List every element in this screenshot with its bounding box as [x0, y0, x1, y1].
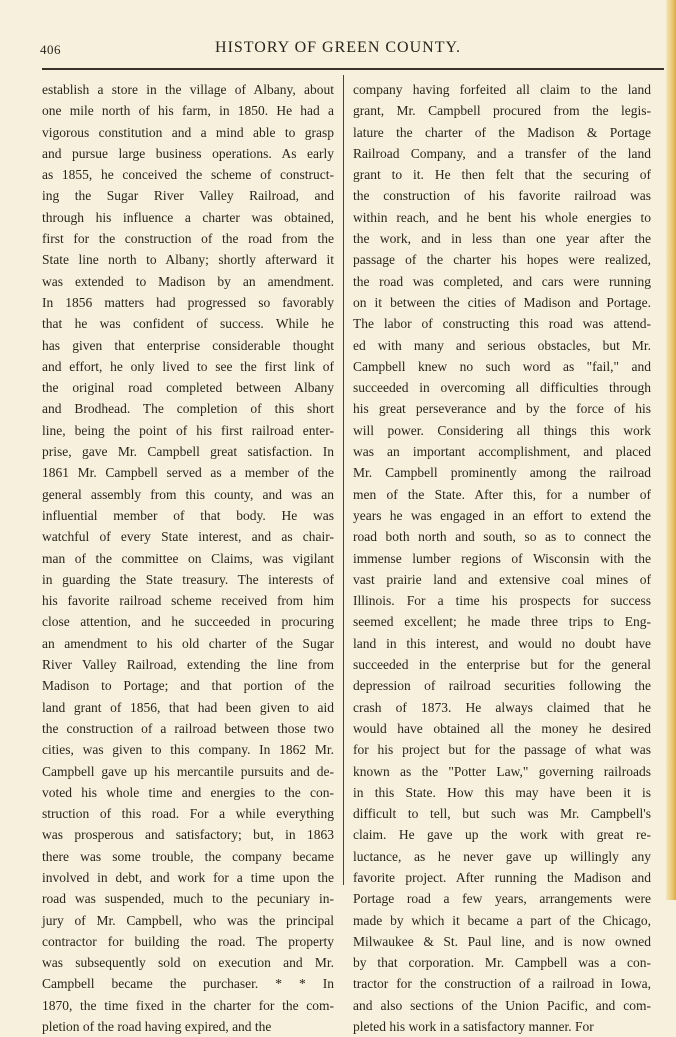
left-column	[42, 79, 334, 1037]
text-line: in this State. How this may have been it is	[353, 784, 651, 800]
text-line: Milwaukee & St. Paul line, and is now owned	[353, 933, 651, 949]
text-line: years he was engaged in an effort to extend the	[353, 507, 651, 523]
text-line: man of the committee on Claims, was vigilant	[42, 550, 334, 566]
text-line: In 1856 matters had progressed so favorably	[42, 294, 334, 310]
text-line: tractor for the construction of a railroad in Iowa,	[353, 976, 651, 992]
text-line: succeeded in the enterprise but for the general	[353, 657, 651, 673]
text-line: 1861 Mr. Campbell served as a member of the	[42, 465, 334, 481]
text-line: and pursue large business operations. As early	[42, 145, 334, 161]
text-line: the construction of a railroad between those two	[42, 720, 334, 736]
text-line: Madison to Portage; and that portion of the	[42, 678, 334, 694]
text-line: his great perseverance and by the force of his	[353, 401, 651, 417]
text-line: watchful of every State interest, and as chair-	[42, 529, 334, 545]
text-line: in guarding the State treasury. The interests of	[42, 571, 334, 587]
text-line: difficult to tell, but such was Mr. Campbell's	[353, 806, 651, 822]
text-line: 1870, the time fixed in the charter for the com-	[42, 997, 334, 1013]
text-line: road both north and south, so as to connect the	[353, 529, 651, 545]
text-line: first for the construction of the road from the	[42, 231, 334, 247]
text-line: and Brodhead. The completion of this short	[42, 401, 334, 417]
text-line: the work, and in less than one year after the	[353, 231, 651, 247]
text-line: known as the "Potter Law," governing railroads	[353, 763, 651, 779]
text-line: the road was completed, and cars were running	[353, 273, 651, 289]
text-line: crash of 1873. He always claimed that he	[353, 699, 651, 715]
text-line: for his project but for the passage of what was	[353, 742, 651, 758]
page-number: 406	[40, 42, 61, 57]
text-line: River Valley Railroad, extending the line from	[42, 657, 334, 673]
text-line: and also sections of the Union Pacific, and com-	[353, 997, 651, 1013]
text-line: there was some trouble, the company became	[42, 848, 334, 864]
text-line: would have obtained all the money he desired	[353, 720, 651, 736]
text-line: was prosperous and satisfactory; but, in 1863	[42, 827, 334, 843]
text-line: vast prairie land and extensive coal mines of	[353, 571, 651, 587]
text-line: that he was confident of success. While he	[42, 316, 334, 332]
text-line: line, being the point of his first railroad enter-	[42, 422, 334, 438]
text-line: establish a store in the village of Albany, about	[42, 82, 334, 97]
text-line: lature the charter of the Madison & Portage	[353, 124, 651, 140]
column-divider	[343, 75, 344, 885]
text-line: Campbell gave up his mercantile pursuits and de-	[42, 763, 334, 779]
text-line: prise, gave Mr. Campbell great satisfaction. In	[42, 444, 334, 460]
text-line: Railroad Company, and a transfer of the land	[353, 145, 651, 161]
text-line: the construction of his favorite railroad was	[353, 188, 651, 204]
text-line: State line north to Albany; shortly afterward it	[42, 252, 334, 268]
text-line: contractor for building the road. The property	[42, 933, 334, 949]
text-line: depression of railroad securities following the	[353, 678, 651, 694]
text-line: was subsequently sold on execution and Mr.	[42, 955, 334, 971]
text-line: an amendment to his old charter of the Sugar	[42, 635, 334, 651]
text-line: passage of the charter his hopes were realized,	[353, 252, 651, 268]
text-line: ed with many and serious obstacles, but Mr.	[353, 337, 651, 353]
text-line: involved in debt, and work for a time upon the	[42, 869, 334, 885]
text-line: pleted his work in a satisfactory manner. For	[353, 1019, 594, 1035]
text-line: cities, was given to this company. In 1862 Mr.	[42, 742, 334, 758]
text-line: through his influence a charter was obtained,	[42, 209, 334, 225]
text-line: land in this interest, and would no doubt have	[353, 635, 651, 651]
text-line: influential member of that body. He was	[42, 507, 334, 523]
text-line: Campbell became the purchaser. * * In	[42, 976, 334, 992]
text-line: luctance, as he never gave up willingly any	[353, 848, 651, 864]
page-header	[0, 0, 676, 70]
text-line: struction of this road. For a while everything	[42, 806, 334, 822]
text-line: Illinois. For a time his prospects for success	[353, 593, 651, 609]
running-head-title: HISTORY OF GREEN COUNTY.	[215, 39, 461, 56]
text-line: within reach, and he bent his whole energies to	[353, 209, 651, 225]
text-line: close attention, and he succeeded in procuring	[42, 614, 334, 630]
text-line: succeeded in overcoming all difficulties through	[353, 380, 651, 396]
text-line: has given that enterprise considerable thought	[42, 337, 334, 353]
text-line: ing the Sugar River Valley Railroad, and	[42, 188, 334, 204]
text-line: the original road completed between Albany	[42, 380, 334, 396]
header-rule	[42, 68, 664, 70]
text-line: The labor of constructing this road was attend-	[353, 316, 651, 332]
text-line: on it between the cities of Madison and Portage.	[353, 294, 651, 310]
right-column	[353, 79, 651, 1037]
text-line: was extended to Madison by an amendment.	[42, 273, 334, 289]
text-line: grant, Mr. Campbell procured from the legis-	[353, 103, 651, 119]
text-line: favorite project. After running the Madison and	[353, 869, 651, 885]
page-edge	[666, 0, 676, 900]
text-line: seemed excellent; he made three trips to Eng-	[353, 614, 651, 630]
text-line: road was suspended, much to the pecuniary in-	[42, 891, 334, 907]
text-line: will power. Considering all things this work	[353, 422, 651, 438]
text-line: Portage road a few years, arrangements were	[353, 891, 651, 907]
text-line: immense lumber regions of Wisconsin with the	[353, 550, 651, 566]
text-line: claim. He gave up the work with great re-	[353, 827, 651, 843]
text-line: and effort, he only lived to see the first link of	[42, 358, 334, 374]
text-line: by that corporation. Mr. Campbell was a con-	[353, 955, 651, 971]
text-line: as 1855, he conceived the scheme of construct-	[42, 167, 334, 183]
text-line: his favorite railroad scheme received from him	[42, 593, 334, 609]
text-line: one mile north of his farm, in 1850. He had a	[42, 103, 334, 119]
text-line: vigorous constitution and a mind able to grasp	[42, 124, 334, 140]
text-line: men of the State. After this, for a number of	[353, 486, 651, 502]
text-line: voted his whole time and energies to the con-	[42, 784, 334, 800]
text-line: Mr. Campbell prominently among the railroad	[353, 465, 651, 481]
text-line: made by which it became a part of the Chicago,	[353, 912, 651, 928]
text-line: jury of Mr. Campbell, who was the principal	[42, 912, 334, 928]
text-line: company having forfeited all claim to the land	[353, 82, 651, 97]
text-line: pletion of the road having expired, and the	[42, 1019, 272, 1035]
text-line: Campbell knew no such word as "fail," and	[353, 358, 651, 374]
text-line: grant to it. He then felt that the securing of	[353, 167, 651, 183]
text-line: general assembly from this county, and was an	[42, 486, 334, 502]
text-line: was an important accomplishment, and placed	[353, 444, 651, 460]
text-line: land grant of 1856, that had been given to aid	[42, 699, 334, 715]
